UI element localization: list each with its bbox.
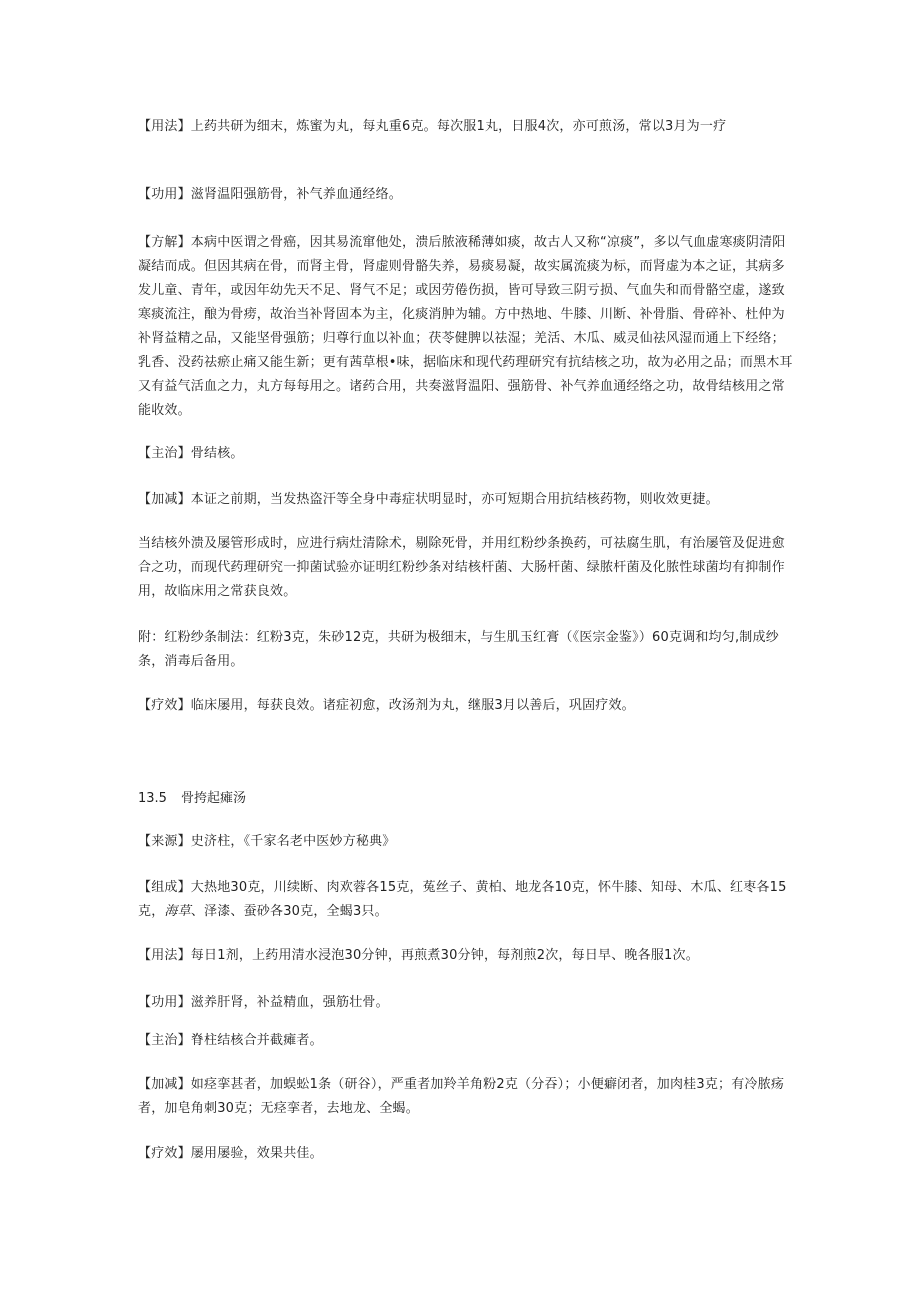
composition-paragraph bbox=[138, 876, 793, 924]
section-modification-paragraph: 【加减】如痉挛甚者，加蜈蚣1条（研谷），严重者加羚羊角粉2克（分吞）；小便癖闭者，加肉桂3克；有冷脓疡者，加皂角刺30克；无痉挛者，去地龙、全蝎。 bbox=[138, 1077, 785, 1116]
explanation-paragraph: 【方解】本病中医谓之骨癌，因其易流窜他处，溃后脓液稀薄如痰，故古人又称“凉痰”，多以气血虚寒痰阴清阳凝结而成。但因其病在骨，而肾主骨，肾虚则骨骼失养，易痰易凝，故实属流痰为标，而肾虚为本之证，其病多发儿童、青年，或因年幼先天不足、肾气不足；或因劳倦伤损，皆可导致三阴亏损、气血失和而骨骼空虚，遂致寒痰流注，酿为骨痨，故治当补肾固本为主，化痰消肿为辅。方中热地、牛膝、川断、补骨脂、骨碎补、杜仲为补肾益精之品，又能坚骨强筋；归尊行血以补血；茯苓健脾以祛湿；羌活、木瓜、威灵仙祛风湿而通上下经络；乳香、没药祛瘀止痛又能生新；更有茜草根•味，据临床和现代药理研究有抗结核之功，故为必用之品；而黑木耳又有益气活血之力，丸方每每用之。诸药合用，共奏滋肾温阳、强筋骨、补气养血通经络之功，故骨结核用之常能收效。 bbox=[138, 235, 793, 418]
composition-text-b: 、泽漆、蚕砂各30克，全蝎3只。 bbox=[190, 904, 388, 919]
indication-paragraph: 【主治】骨结核。 bbox=[138, 446, 244, 461]
function-paragraph: 【功用】滋肾温阳强筋骨，补气养血通经络。 bbox=[138, 187, 403, 202]
appendix-paragraph: 附：红粉纱条制法：红粉3克，朱砂12克，共研为极细末，与生肌玉红膏（《医宗金鉴》）60克调和均匀,制成纱条，消毒后备用。 bbox=[138, 630, 779, 669]
section-heading bbox=[138, 787, 246, 811]
section-effect-paragraph: 【疗效】屡用屡验，效果共佳。 bbox=[138, 1146, 323, 1161]
section-indication-paragraph: 【主治】脊柱结核合并截瘫者。 bbox=[138, 1033, 323, 1048]
section-function-paragraph: 【功用】滋养肝肾，补益精血，强筋壮骨。 bbox=[138, 995, 389, 1010]
treatment-note-paragraph: 当结核外溃及屡管形成时，应进行病灶清除术，剔除死骨，并用红粉纱条换药，可祛腐生肌，有治屡管及促进愈合之功，而现代药理研究一抑菌试验亦证明红粉纱条对结核杆菌、大肠杆菌、绿脓杆菌及化脓性球菌均有抑制作用，故临床用之常获良效。 bbox=[138, 536, 785, 599]
composition-text-a: 【组成】大热地30克，川续断、肉欢蓉各15克，菟丝子、黄柏、地龙各10克，怀牛膝、知母、木瓜、红枣各15克， bbox=[138, 880, 787, 919]
modification-paragraph: 【加减】本证之前期，当发热盗汗等全身中毒症状明显时，亦可短期合用抗结核药物，则收效更捷。 bbox=[138, 492, 719, 507]
usage-paragraph: 【用法】上药共研为细末，炼蜜为丸，每丸重6克。每次服1丸，日服4次，亦可煎汤，常以3月为一疗 bbox=[138, 119, 727, 134]
effect-paragraph: 【疗效】临床屡用，每获良效。诸症初愈，改汤剂为丸，继服3月以善后，巩固疗效。 bbox=[138, 698, 635, 713]
source-paragraph: 【来源】史济柱，《千家名老中医妙方秘典》 bbox=[138, 834, 396, 849]
section-title: 骨挎起瘫汤 bbox=[180, 791, 246, 806]
section-usage-paragraph: 【用法】每日1剂，上药用清水浸泡30分钟，再煎煮30分钟，每剂煎2次，每日早、晚各服1次。 bbox=[138, 948, 699, 963]
section-number: 13.5 bbox=[138, 791, 167, 806]
composition-italic-herb: 海草 bbox=[164, 904, 191, 919]
